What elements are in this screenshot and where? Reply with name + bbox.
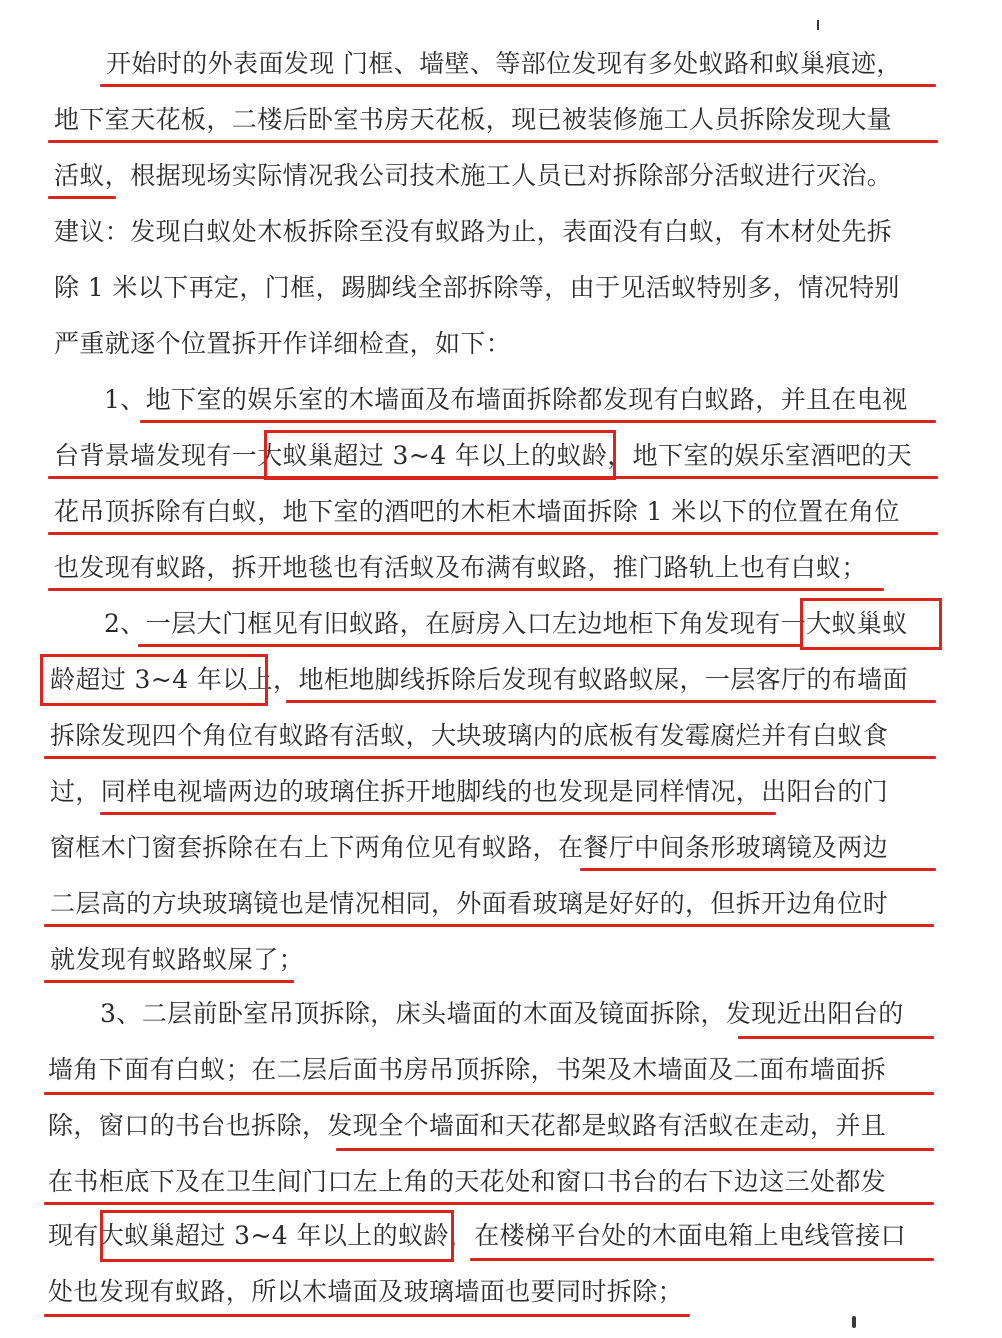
scan-speck [817,20,819,30]
underline-annotation [48,588,884,591]
underline-annotation [44,924,934,927]
text-line-11: 2、一层大门框见有旧蚁路，在厨房入口左边地柜下角发现有一大蚁巢蚁 [104,609,908,638]
text-line-2: 地下室天花板，二楼后卧室书房天花板，现已被装修施工人员拆除发现大量 [54,105,893,134]
text-line-8: 台背景墙发现有一大蚁巢超过 3~4 年以上的蚁龄，地下室的娱乐室酒吧的天 [54,441,913,470]
text-line-22: 现有大蚁巢超过 3~4 年以上的蚁龄，在楼梯平台处的木面电箱上电线管接口 [48,1221,907,1250]
underline-annotation [44,980,294,983]
box-annotation [800,598,942,650]
underline-annotation [48,196,116,199]
underline-annotation [336,1148,934,1151]
text-line-18: 3、二层前卧室吊顶拆除，床头墙面的木面及镜面拆除，发现近出阳台的 [100,999,904,1028]
text-line-23: 处也发现有蚁路，所以木墙面及玻璃墙面也要同时拆除； [48,1277,684,1306]
text-line-6: 严重就逐个位置拆开作详细检查，如下： [54,329,512,358]
text-line-1: 开始时的外表面发现 门框、墙壁、等部位发现有多处蚁路和蚁巢痕迹， [106,49,902,78]
text-line-9: 花吊顶拆除有白蚁，地下室的酒吧的木柜木墙面拆除 1 米以下的位置在角位 [54,497,900,526]
text-line-4: 建议：发现白蚁处木板拆除至没有蚁路为止，表面没有白蚁，有木材处先拆 [54,217,893,246]
underline-annotation [140,420,936,423]
underline-annotation [286,700,936,703]
underline-annotation [738,1036,934,1039]
text-line-17: 就发现有蚁路蚁屎了； [50,945,305,974]
underline-annotation [44,1314,690,1317]
text-line-14: 过，同样电视墙两边的玻璃住拆开地脚线的也发现是同样情况，出阳台的门 [50,777,889,806]
underline-annotation [44,756,936,759]
text-line-15: 窗框木门窗套拆除在右上下两角位见有蚁路，在餐厅中间条形玻璃镜及两边 [50,833,889,862]
text-line-20: 除，窗口的书台也拆除，发现全个墙面和天花都是蚁路有活蚁在走动，并且 [48,1111,887,1140]
scan-speck [852,1316,856,1328]
underline-annotation [48,532,938,535]
text-line-13: 拆除发现四个角位有蚁路有活蚁，大块玻璃内的底板有发霉腐烂并有白蚁食 [50,721,889,750]
text-line-3: 活蚁，根据现场实际情况我公司技术施工人员已对拆除部分活蚁进行灭治。 [54,161,893,190]
text-line-12: 龄超过 3~4 年以上，地柜地脚线拆除后发现有蚁路蚁屎，一层客厅的布墙面 [50,665,909,694]
box-annotation [264,430,616,480]
text-line-7: 1、地下室的娱乐室的木墙面及布墙面拆除都发现有白蚁路，并且在电视 [104,385,908,414]
underline-annotation [100,812,776,815]
underline-annotation [138,644,802,647]
box-annotation [40,654,268,706]
box-annotation [100,1210,454,1262]
text-line-16: 二层高的方块玻璃镜也是情况相同，外面看玻璃是好好的，但拆开边角位时 [50,889,889,918]
underline-annotation [44,1092,934,1095]
text-line-19: 墙角下面有白蚁；在二层后面书房吊顶拆除，书架及木墙面及二面布墙面拆 [48,1055,887,1084]
underline-annotation [44,1202,934,1205]
underline-annotation [580,868,936,871]
text-line-5: 除 1 米以下再定，门框，踢脚线全部拆除等，由于见活蚁特别多，情况特别 [54,273,900,302]
underline-annotation [470,1258,934,1261]
text-line-10: 也发现有蚁路，拆开地毯也有活蚁及布满有蚁路，推门路轨上也有白蚁； [54,553,867,582]
underline-annotation [48,140,938,143]
underline-annotation [100,84,936,87]
text-line-21: 在书柜底下及在卫生间门口左上角的天花处和窗口书台的右下边这三处都发 [48,1167,887,1196]
